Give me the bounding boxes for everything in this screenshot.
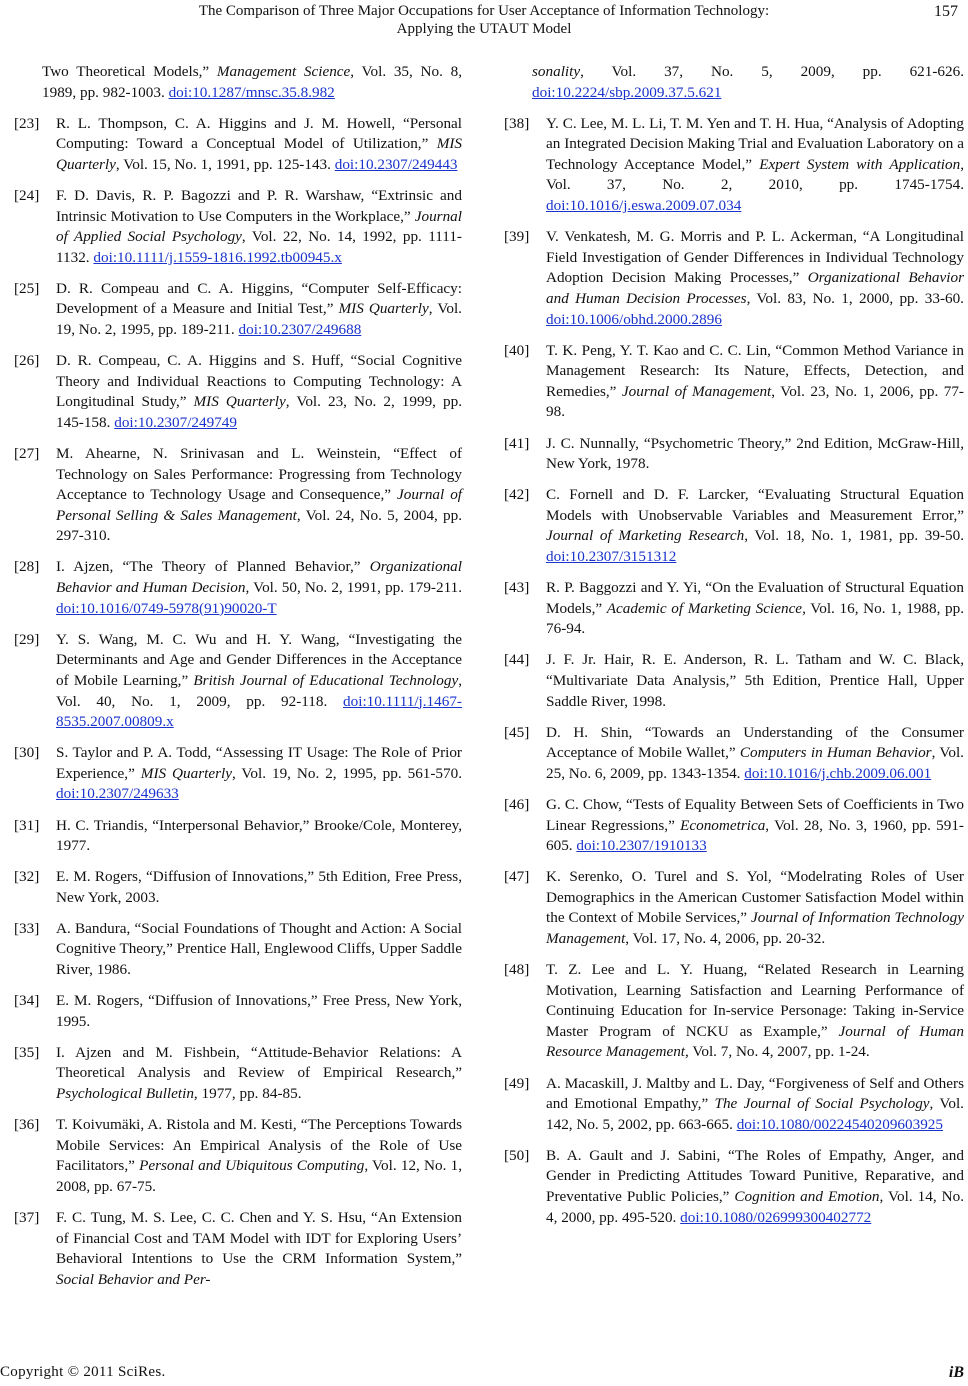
reference-number: [41] [504, 434, 530, 452]
reference-entry [14, 444, 462, 547]
reference-text: E. M. Rogers, “Diffusion of Innovations,” Free Press, New York, 1995. [56, 992, 462, 1030]
reference-number: [48] [504, 961, 530, 979]
reference-details: , Vol. 23, No. 2, 1999, pp. 145-158. [56, 393, 462, 431]
reference-details: , Vol. 19, No. 2, 1995, pp. 189-211. [56, 300, 462, 339]
reference-entry [504, 62, 964, 103]
references-right-column [504, 62, 964, 1239]
reference-text: C. Fornell and D. F. Larcker, “Evaluating Structural Equation Models with Unobservable Variables and Measurement Error,” [546, 486, 964, 524]
reference-details: , Vol. 18, No. 1, 1981, pp. 39-50. [744, 527, 964, 545]
reference-number: [24] [14, 186, 40, 204]
reference-details: , Vol. 40, No. 1, 2009, pp. 92-118. [56, 671, 462, 710]
reference-journal: Organizational Behavior and Human Decision [56, 558, 462, 597]
reference-text: D. R. Compeau, C. A. Higgins and S. Huff, “Social Cognitive Theory and Individual Reactions to Computing Technology: A Longitudinal Study,” [56, 352, 462, 411]
reference-entry [504, 578, 964, 640]
reference-text: Two Theoretical Models,” [42, 63, 217, 80]
doi-link[interactable]: doi:10.2307/249443 [334, 155, 458, 173]
reference-number: [38] [504, 114, 530, 132]
reference-entry [504, 650, 964, 712]
reference-entry [504, 960, 964, 1063]
reference-text: Y. C. Lee, M. L. Li, T. M. Yen and T. H. Hua, “Analysis of Adopting an Integrated Decision Making Trial and Evaluation Laboratory on a Technology Acceptance Model,” [546, 114, 964, 173]
reference-number: [47] [504, 868, 530, 886]
reference-text: H. C. Triandis, “Interpersonal Behavior,” Brooke/Cole, Monterey, 1977. [56, 816, 462, 855]
reference-number: [26] [14, 352, 40, 370]
reference-number: [49] [504, 1074, 530, 1092]
doi-link[interactable]: doi:10.1016/j.chb.2009.06.001 [744, 764, 932, 782]
reference-number: [44] [504, 651, 530, 669]
reference-journal: Journal of Human Resource Management [546, 1022, 964, 1061]
reference-text: A. Macaskill, J. Maltby and L. Day, “Forgiveness of Self and Others and Emotional Empathy,” [546, 1074, 964, 1113]
running-header [0, 2, 968, 38]
reference-entry [14, 114, 462, 176]
reference-journal: Econometrica [680, 816, 766, 834]
doi-link[interactable]: doi:10.1111/j.1467-8535.2007.00809.x [56, 692, 462, 731]
reference-journal: sonality [532, 63, 581, 80]
reference-journal: MIS Quarterly [56, 135, 462, 173]
reference-details: , Vol. 35, No. 8, 1989, pp. 982-1003. [42, 63, 462, 101]
reference-entry [504, 1074, 964, 1136]
reference-details: , Vol. 17, No. 4, 2006, pp. 20-32. [625, 929, 826, 947]
journal-abbrev: iB [948, 1364, 964, 1381]
reference-text: M. Ahearne, N. Srinivasan and L. Weinstein, “Effect of Technology on Sales Performance: Progressing from Technology Acceptance to Technology Usage and Consequence,” [56, 445, 462, 504]
reference-number: [37] [14, 1209, 40, 1226]
reference-journal: Management Science [216, 63, 351, 80]
reference-journal: Journal of Information Technology Management [546, 909, 964, 947]
reference-entry [14, 1115, 462, 1197]
references-left-column [14, 62, 462, 1301]
reference-entry [504, 723, 964, 785]
reference-text: S. Taylor and P. A. Todd, “Assessing IT Usage: The Role of Prior Experience,” [56, 744, 462, 782]
reference-journal: Academic of Marketing Science [606, 599, 803, 617]
reference-entry [14, 1043, 462, 1105]
doi-link[interactable]: doi:10.2307/3151312 [546, 547, 677, 565]
doi-link[interactable]: doi:10.1016/j.eswa.2009.07.034 [546, 197, 742, 215]
reference-number: [35] [14, 1043, 40, 1061]
reference-text: B. A. Gault and J. Sabini, “The Roles of Empathy, Anger, and Gender in Predicting Attitudes Toward Punitive, Reparative, and Preventative Public Policies,” [546, 1146, 964, 1205]
reference-details: , Vol. 83, No. 1, 2000, pp. 33-60. [746, 289, 964, 307]
reference-number: [34] [14, 992, 40, 1010]
reference-number: [28] [14, 558, 40, 576]
reference-entry [14, 557, 462, 619]
reference-entry [14, 867, 462, 908]
reference-text: V. Venkatesh, M. G. Morris and P. L. Ackerman, “A Longitudinal Field Investigation of Gender Differences in Individual Technology Adoption Decision Making Processes,” [546, 228, 964, 287]
reference-journal: British Journal of Educational Technology [193, 671, 459, 689]
doi-link[interactable]: doi:10.2307/249633 [56, 785, 179, 803]
reference-journal: MIS Quarterly [338, 300, 429, 318]
reference-number: [39] [504, 228, 530, 246]
doi-link[interactable]: doi:10.2307/1910133 [576, 837, 707, 855]
reference-entry [14, 991, 462, 1032]
reference-text: J. C. Nunnally, “Psychometric Theory,” 2nd Edition, McGraw-Hill, New York, 1978. [546, 434, 964, 473]
reference-details: , Vol. 28, No. 3, 1960, pp. 591-605. [546, 816, 964, 855]
reference-entry [14, 816, 462, 857]
reference-entry [14, 1208, 462, 1290]
reference-entry [504, 114, 964, 217]
reference-number: [32] [14, 868, 40, 886]
reference-entry [14, 62, 462, 103]
doi-link[interactable]: doi:10.2307/249749 [114, 413, 237, 431]
reference-journal: Cognition and Emotion [734, 1188, 880, 1205]
reference-details: , Vol. 7, No. 4, 2007, pp. 1-24. [685, 1043, 870, 1061]
reference-number: [43] [504, 579, 530, 597]
reference-journal: Expert System with Application [759, 155, 961, 173]
reference-entry [504, 867, 964, 949]
reference-details: , Vol. 37, No. 2, 2010, pp. 1745-1754. [546, 155, 964, 194]
reference-number: [27] [14, 445, 40, 462]
reference-journal: Psychological Bulletin [56, 1085, 194, 1103]
reference-text: J. F. Jr. Hair, R. E. Anderson, R. L. Tatham and W. C. Black, “Multivariate Data Analysis,” 5th Edition, Prentice Hall, Upper Saddle River, 1998. [546, 651, 964, 710]
reference-journal: MIS Quarterly [193, 393, 286, 411]
reference-details: , 1977, pp. 84-85. [193, 1085, 302, 1103]
reference-text: F. D. Davis, R. P. Bagozzi and P. R. Warshaw, “Extrinsic and Intrinsic Motivation to Use Computers in the Workplace,” [56, 186, 462, 225]
doi-link[interactable]: doi:10.1287/mnsc.35.8.982 [168, 83, 335, 101]
doi-link[interactable]: doi:10.1080/026999300402772 [680, 1208, 872, 1226]
copyright-footer: Copyright © 2011 SciRes. [0, 1364, 166, 1380]
reference-number: [46] [504, 795, 530, 813]
reference-entry [504, 341, 964, 423]
reference-number: [40] [504, 341, 530, 359]
reference-number: [36] [14, 1116, 40, 1134]
reference-number: [25] [14, 279, 40, 297]
reference-entry [504, 1146, 964, 1228]
reference-text: E. M. Rogers, “Diffusion of Innovations,” 5th Edition, Free Press, New York, 2003. [56, 868, 462, 906]
reference-journal: Personal and Ubiquitous Computing [139, 1157, 365, 1175]
doi-link[interactable]: doi:10.1080/00224540209603925 [736, 1115, 943, 1133]
reference-text: F. C. Tung, M. S. Lee, C. C. Chen and Y. S. Hsu, “An Extension of Financial Cost and TAM Model with IDT for Exploring Users’ Behavioral Intentions to Use the CRM Information System,” [56, 1209, 462, 1268]
reference-number: [31] [14, 816, 40, 834]
reference-details: , Vol. 14, No. 4, 2000, pp. 495-520. [546, 1188, 964, 1226]
reference-number: [23] [14, 114, 40, 132]
page-number: 157 [934, 3, 958, 20]
reference-details: , Vol. 25, No. 6, 2009, pp. 1343-1354. [546, 744, 964, 782]
reference-journal: Social Behavior and Per- [56, 1270, 211, 1288]
reference-number: [33] [14, 919, 40, 937]
reference-number: [29] [14, 630, 40, 648]
reference-text: I. Ajzen, “The Theory of Planned Behavior,” [56, 558, 370, 576]
reference-text: T. K. Peng, Y. T. Kao and C. C. Lin, “Common Method Variance in Management Research: Its Nature, Effects, Detection, and Remedies,” [546, 341, 964, 400]
reference-text: K. Serenko, O. Turel and S. Yol, “Modelrating Roles of User Demographics in the American Customer Satisfaction Model within the Context of Mobile Services,” [546, 868, 964, 927]
header-title-line1: The Comparison of Three Major Occupations for User Acceptance of Information Technology: [198, 3, 770, 19]
reference-details: , Vol. 15, No. 1, 1991, pp. 125-143. [115, 155, 335, 173]
doi-link[interactable]: doi:10.2224/sbp.2009.37.5.621 [532, 83, 722, 101]
reference-text: T. Koivumäki, A. Ristola and M. Kesti, “The Perceptions Towards Mobile Services: An Empirical Analysis of the Role of Use Facilitators,” [56, 1116, 462, 1175]
doi-link[interactable]: doi:10.2307/249688 [238, 321, 362, 339]
reference-entry [504, 227, 964, 330]
reference-journal: Journal of Applied Social Psychology [56, 207, 462, 246]
reference-number: [45] [504, 723, 530, 741]
reference-details: , Vol. 22, No. 14, 1992, pp. 1111-1132. [56, 228, 462, 266]
reference-text: D. H. Shin, “Towards an Understanding of the Consumer Acceptance of Mobile Wallet,” [546, 723, 964, 762]
reference-entry [14, 743, 462, 805]
reference-journal: MIS Quarterly [140, 764, 232, 782]
reference-text: D. R. Compeau and C. A. Higgins, “Computer Self-Efficacy: Development of a Measure and Initial Test,” [56, 279, 462, 318]
reference-journal: The Journal of Social Psychology [714, 1095, 930, 1113]
reference-number: [50] [504, 1146, 530, 1164]
reference-details: , Vol. 16, No. 1, 1988, pp. 76-94. [546, 599, 965, 638]
doi-link[interactable]: doi:10.1016/0749-5978(91)90020-T [56, 599, 277, 617]
reference-journal: Journal of Personal Selling & Sales Management [56, 486, 463, 524]
reference-number: [30] [14, 744, 40, 762]
reference-journal: Journal of Management [621, 382, 772, 400]
reference-text: R. P. Baggozzi and Y. Yi, “On the Evaluation of Structural Equation Models,” [546, 579, 964, 617]
reference-text: G. C. Chow, “Tests of Equality Between Sets of Coefficients in Two Linear Regressions,” [546, 795, 964, 834]
reference-journal: Journal of Marketing Research [546, 527, 745, 545]
reference-entry [14, 630, 462, 733]
reference-entry [504, 485, 964, 567]
reference-number: [42] [504, 486, 530, 504]
reference-entry [504, 434, 964, 475]
reference-details: , Vol. 24, No. 5, 2004, pp. 297-310. [56, 506, 463, 545]
reference-entry [14, 919, 462, 981]
reference-entry [14, 279, 462, 341]
reference-details: , Vol. 19, No. 2, 1995, pp. 561-570. [231, 764, 463, 782]
reference-details: , Vol. 142, No. 5, 2002, pp. 663-665. [546, 1095, 964, 1133]
reference-text: R. L. Thompson, C. A. Higgins and J. M. Howell, “Personal Computing: Toward a Conceptual Model of Utilization,” [56, 114, 462, 153]
reference-journal: Organizational Behavior and Human Decision Processes [546, 269, 964, 307]
reference-entry [504, 795, 964, 857]
reference-text: A. Bandura, “Social Foundations of Thought and Action: A Social Cognitive Theory,” Prentice Hall, Englewood Cliffs, Upper Saddle River, 1986. [56, 919, 462, 979]
reference-details: , Vol. 37, No. 5, 2009, pp. 621-626. [580, 63, 964, 80]
reference-details: , Vol. 50, No. 2, 1991, pp. 179-211. [245, 579, 463, 597]
reference-text: Y. S. Wang, M. C. Wu and H. Y. Wang, “Investigating the Determinants and Age and Gender Differences in the Acceptance of Mobile Learning,” [56, 630, 462, 689]
doi-link[interactable]: doi:10.1006/obhd.2000.2896 [546, 310, 722, 328]
doi-link[interactable]: doi:10.1111/j.1559-1816.1992.tb00945.x [93, 248, 342, 266]
reference-details: , Vol. 23, No. 1, 2006, pp. 77-98. [546, 382, 964, 421]
header-title-line2: Applying the UTAUT Model [396, 21, 572, 37]
reference-entry [14, 186, 462, 268]
reference-entry [14, 351, 462, 433]
reference-text: T. Z. Lee and L. Y. Huang, “Related Research in Learning Motivation, Learning Satisfaction and Learning Performance of Continuing Education for In-service Personage: Taking in-Service Master Program of NCKU as Example,” [546, 961, 964, 1040]
reference-text: I. Ajzen and M. Fishbein, “Attitude-Behavior Relations: A Theoretical Analysis and Review of Empirical Research,” [56, 1043, 462, 1082]
reference-journal: Computers in Human Behavior [739, 744, 932, 762]
reference-details: , Vol. 12, No. 1, 2008, pp. 67-75. [56, 1157, 463, 1195]
